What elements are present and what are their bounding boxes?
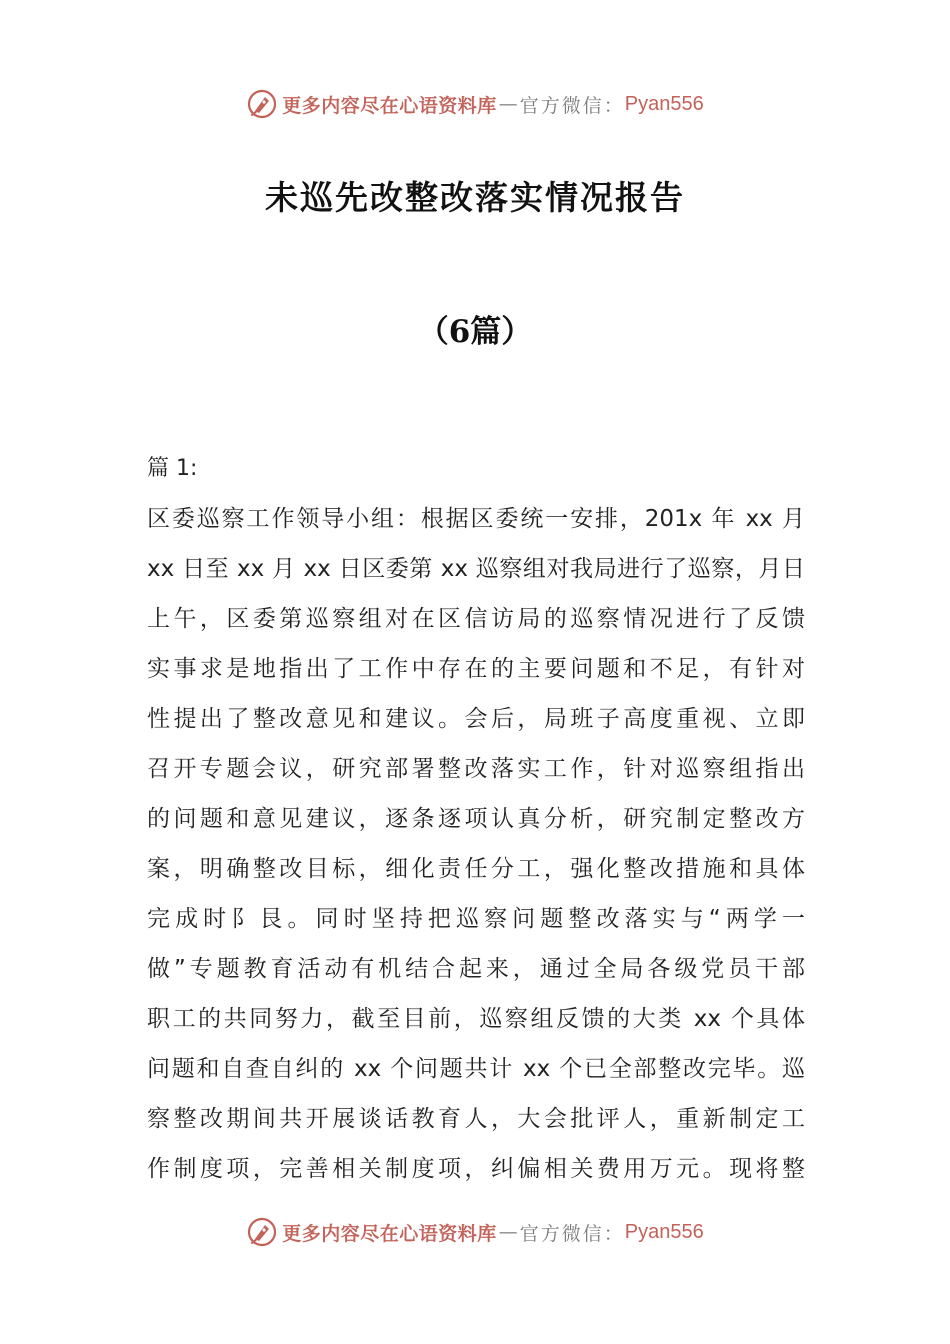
watermark-label: 官方微信： (519, 1222, 625, 1245)
watermark-wechat-id: Pyan556 (624, 1220, 704, 1243)
body-line: 的问题和意见建议，逐条逐项认真分析，研究制定整改方 (147, 806, 805, 832)
watermark-dash: — (498, 1221, 518, 1243)
watermark-brand: 更多内容尽在心语资料库 (282, 94, 497, 117)
watermark-label: 官方微信： (519, 94, 625, 117)
watermark-footer (0, 1212, 950, 1252)
body-line: 案，明确整改目标，细化责任分工，强化整改措施和具体 (147, 856, 805, 882)
document-title: 未巡先改整改落实情况报告 (265, 178, 685, 217)
watermark-wechat-id: Pyan556 (624, 92, 704, 115)
body-line: 实事求是地指出了工作中存在的主要问题和不足，有针对 (147, 656, 805, 682)
section-label: 篇 1: (147, 456, 198, 481)
body-line: 性提出了整改意见和建议。会后，局班子高度重视、立即 (147, 706, 805, 732)
watermark-dash: — (498, 93, 518, 115)
watermark-header (0, 84, 950, 124)
body-line: 察整改期间共开展谈话教育人，大会批评人，重新制定工 (147, 1106, 805, 1132)
body-line: 完成时阝艮。同时坚持把巡察问题整改落实与“两学一 (147, 906, 805, 932)
pen-nib-logo-icon (246, 88, 278, 120)
body-line: 上午，区委第巡察组对在区信访局的巡察情况进行了反馈 (147, 606, 805, 632)
body-line: 做”专题教育活动有机结合起来，通过全局各级党员干部 (147, 956, 805, 982)
document-subtitle: （6篇） (417, 314, 533, 350)
body-line: 职工的共同努力，截至目前，巡察组反馈的大类 xx 个具体 (147, 1006, 805, 1032)
body-line: 区委巡察工作领导小组：根据区委统一安排，201x 年 xx 月 (147, 506, 805, 532)
body-line: 作制度项，完善相关制度项，纠偏相关费用万元。现将整 (147, 1156, 805, 1182)
body-line: 召开专题会议，研究部署整改落实工作，针对巡察组指出 (147, 756, 805, 782)
watermark-brand: 更多内容尽在心语资料库 (282, 1222, 497, 1245)
body-line: xx 日至 xx 月 xx 日区委第 xx 巡察组对我局进行了巡察，月日 (147, 556, 805, 582)
pen-nib-logo-icon (246, 1216, 278, 1248)
body-paragraph (147, 494, 805, 1194)
body-line: 问题和自查自纠的 xx 个问题共计 xx 个已全部整改完毕。巡 (147, 1056, 805, 1082)
